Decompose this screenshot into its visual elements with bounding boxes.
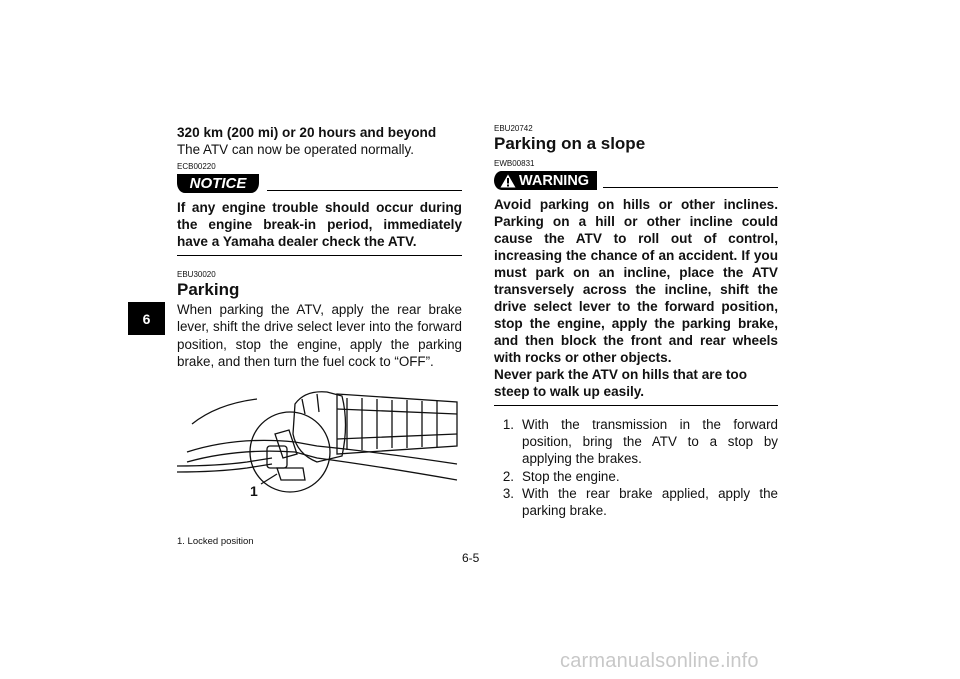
page-number: 6-5	[462, 551, 480, 565]
breakin-subheading: 320 km (200 mi) or 20 hours and beyond	[177, 125, 437, 140]
locked-lever-drawing	[177, 384, 462, 524]
parking-code: EBU30020	[177, 270, 216, 280]
right-column	[494, 124, 778, 519]
step-number: 3.	[502, 485, 514, 501]
step-text: With the transmission in the forward position, bring the ATV to a stop by applying the brakes.	[522, 417, 778, 467]
step-text: Stop the engine.	[522, 468, 620, 484]
step-number: 1.	[502, 417, 514, 432]
notice-label: NOTICE	[177, 174, 259, 193]
chapter-tab: 6	[128, 302, 165, 335]
warning-triangle-icon	[500, 174, 516, 188]
figure-caption: 1. Locked position	[177, 536, 254, 547]
warning-text-1: Avoid parking on hills or other inclines. Parking on a hill or other incline could cause the ATV to roll out of control, increasing the chance of an accident. If you must park on an incline, place the ATV transversely across the incline, shift the drive select lever to the forward position, stop the engine, apply the parking brake, and then block the front and rear wheels with rocks or other objects.	[494, 197, 778, 365]
left-column	[177, 124, 462, 370]
slope-code: EBU20742	[494, 124, 533, 133]
notice-header	[177, 174, 462, 193]
lever-illustration	[177, 384, 462, 524]
slope-heading: Parking on a slope	[494, 134, 646, 153]
warning-rule	[603, 187, 778, 188]
parking-text: When parking the ATV, apply the rear brake lever, shift the drive select lever into the forward position, stop the engine, apply the parking brake, and then turn the fuel cock to “OFF”.	[177, 302, 462, 369]
warning-text-2: Never park the ATV on hills that are too steep to walk up easily.	[494, 367, 748, 399]
breakin-text: The ATV can now be operated normally.	[177, 142, 414, 157]
warning-badge	[494, 171, 597, 190]
step-number: 2.	[502, 468, 514, 484]
list-item	[494, 468, 778, 485]
steps-list	[494, 416, 778, 519]
warning-code: EWB00831	[494, 159, 535, 168]
warning-header	[494, 171, 778, 190]
list-item	[494, 485, 778, 519]
notice-rule	[267, 190, 462, 191]
warning-label: WARNING	[519, 173, 590, 189]
notice-text: If any engine trouble should occur during the engine break-in period, immediately have a Yamaha dealer check the ATV.	[177, 199, 462, 256]
watermark: carmanualsonline.info	[560, 650, 759, 672]
parking-heading: Parking	[177, 280, 240, 300]
list-item	[494, 416, 778, 468]
warning-body	[494, 196, 778, 406]
notice-code: ECB00220	[177, 162, 216, 172]
callout-number: 1	[250, 483, 258, 499]
step-text: With the rear brake applied, apply the parking brake.	[522, 485, 778, 519]
